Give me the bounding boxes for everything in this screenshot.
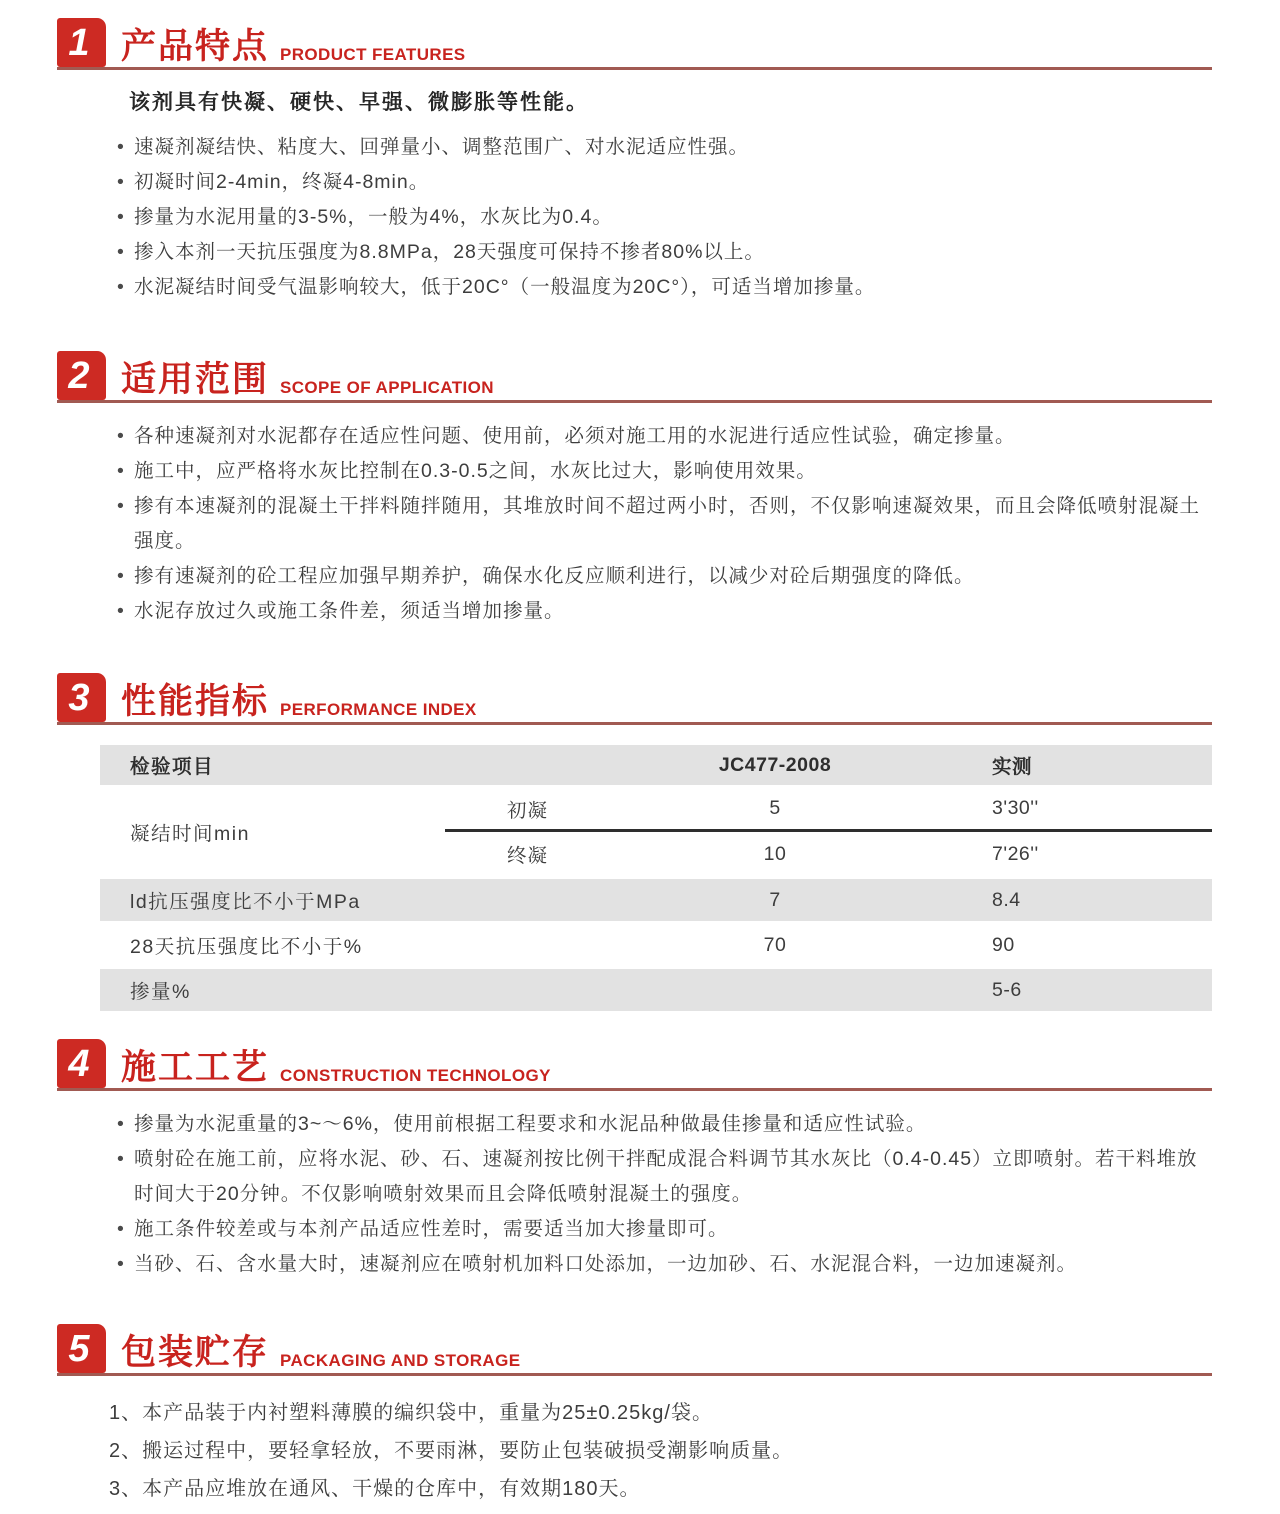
numbered-item: 3、本产品应堆放在通风、干燥的仓库中，有效期180天。 <box>109 1478 641 1500</box>
section-scope-of-application <box>57 353 1212 629</box>
section-title-en: PRODUCT FEATURES <box>280 45 466 64</box>
table-row <box>445 832 1212 876</box>
cell-standard: 10 <box>763 842 787 865</box>
cell-standard: 70 <box>763 933 787 956</box>
bullet-item: • 掺入本剂一天抗压强度为8.8MPa，28天强度可保持不掺者80%以上。 <box>115 235 1212 270</box>
table-row <box>100 924 1212 966</box>
section-title-zh: 性能指标 <box>121 682 270 721</box>
table-group-setting-time <box>100 788 1212 876</box>
bullet-item: • 当砂、石、含水量大时，速凝剂应在喷射机加料口处添加，一边加砂、石、水泥混合料，一边加速凝剂。 <box>115 1247 1212 1282</box>
col-header-item: 检验项目 <box>130 756 215 778</box>
cell-measured: 90 <box>992 933 1015 956</box>
bullet-item: • 掺有速凝剂的砼工程应加强早期养护，确保水化反应顺利进行，以减少对砼后期强度的降低。 <box>115 559 1212 594</box>
col-header-standard: JC477-2008 <box>718 753 832 776</box>
cell-measured: 3'30'' <box>992 797 1039 819</box>
bullet-item: • 各种速凝剂对水泥都存在适应性问题、使用前，必须对施工用的水泥进行适应性试验，确定掺量。 <box>115 419 1212 454</box>
bullet-item: • 喷射砼在施工前，应将水泥、砂、石、速凝剂按比例干拌配成混合料调节其水灰比（0.4-0.45）立即喷射。若干料堆放时间大于20分钟。不仅影响喷射效果而且会降低喷射混凝土的强度。 <box>115 1142 1212 1212</box>
group-subrows <box>445 788 1212 876</box>
bullet-item: • 水泥存放过久或施工条件差，须适当增加掺量。 <box>115 594 1212 629</box>
section-performance-index <box>57 675 1212 1011</box>
section-header <box>57 20 1212 70</box>
section-construction-technology <box>57 1041 1212 1282</box>
section-header <box>57 1326 1212 1376</box>
section-title-en: PACKAGING AND STORAGE <box>280 1351 521 1370</box>
table-header-row <box>100 745 1212 785</box>
section-number-badge: 4 <box>57 1039 106 1088</box>
section-number-badge: 3 <box>57 673 106 722</box>
numbered-list <box>109 1394 1212 1508</box>
bullet-item: • 水泥凝结时间受气温影响较大，低于20C°（一般温度为20C°），可适当增加掺量。 <box>115 270 1212 305</box>
bullet-item: • 初凝时间2-4min，终凝4-8min。 <box>115 165 1212 200</box>
bullet-item: • 施工中，应严格将水灰比控制在0.3-0.5之间，水灰比过大，影响使用效果。 <box>115 454 1212 489</box>
section-packaging-and-storage <box>57 1326 1212 1508</box>
bullet-item: • 掺量为水泥用量的3-5%，一般为4%，水灰比为0.4。 <box>115 200 1212 235</box>
section-title-en: PERFORMANCE INDEX <box>280 700 477 719</box>
cell-standard: 7 <box>769 888 781 911</box>
section-header <box>57 675 1212 725</box>
section-intro: 该剂具有快凝、硬快、早强、微膨胀等性能。 <box>129 91 589 114</box>
cell-measured: 8.4 <box>992 888 1021 911</box>
section-product-features <box>57 0 1212 305</box>
bullet-list <box>57 130 1212 305</box>
subrow-label: 终凝 <box>506 845 548 867</box>
cell-measured: 5-6 <box>992 978 1022 1001</box>
cell-item: 掺量% <box>130 981 191 1003</box>
subrow-label: 初凝 <box>506 799 548 822</box>
table-row <box>445 788 1212 832</box>
cell-measured: 7'26'' <box>992 842 1039 865</box>
group-label: 凝结时间min <box>130 823 250 845</box>
cell-standard: 5 <box>769 797 781 819</box>
section-title-en: CONSTRUCTION TECHNOLOGY <box>280 1066 551 1085</box>
bullet-item: • 速凝剂凝结快、粘度大、回弹量小、调整范围广、对水泥适应性强。 <box>115 130 1212 165</box>
section-title-en: SCOPE OF APPLICATION <box>280 378 494 397</box>
section-title-zh: 施工工艺 <box>121 1048 270 1087</box>
bullet-item: • 掺有本速凝剂的混凝土干拌料随拌随用，其堆放时间不超过两小时，否则，不仅影响速凝效果，而且会降低喷射混凝土强度。 <box>115 489 1212 559</box>
section-number-badge: 1 <box>57 18 106 67</box>
bullet-item: • 掺量为水泥重量的3~～6%，使用前根据工程要求和水泥品种做最佳掺量和适应性试验。 <box>115 1107 1212 1142</box>
section-number-badge: 2 <box>57 351 106 400</box>
bullet-list <box>57 1107 1212 1282</box>
numbered-item: 1、本产品装于内衬塑料薄膜的编织袋中，重量为25±0.25kg/袋。 <box>109 1402 713 1424</box>
section-number-badge: 5 <box>57 1324 106 1373</box>
numbered-item: 2、搬运过程中，要轻拿轻放，不要雨淋，要防止包装破损受潮影响质量。 <box>109 1440 794 1462</box>
section-title-zh: 产品特点 <box>121 27 270 66</box>
cell-item: ld抗压强度比不小于MPa <box>130 891 361 913</box>
table-row <box>100 879 1212 921</box>
col-header-measured: 实测 <box>992 756 1033 778</box>
table-row <box>100 969 1212 1011</box>
performance-table <box>100 745 1212 1011</box>
cell-item: 28天抗压强度比不小于% <box>130 936 363 958</box>
section-header <box>57 353 1212 403</box>
section-header <box>57 1041 1212 1091</box>
bullet-item: • 施工条件较差或与本剂产品适应性差时，需要适当加大掺量即可。 <box>115 1212 1212 1247</box>
section-title-zh: 适用范围 <box>121 360 270 399</box>
bullet-list <box>57 419 1212 629</box>
section-title-zh: 包装贮存 <box>121 1333 270 1372</box>
